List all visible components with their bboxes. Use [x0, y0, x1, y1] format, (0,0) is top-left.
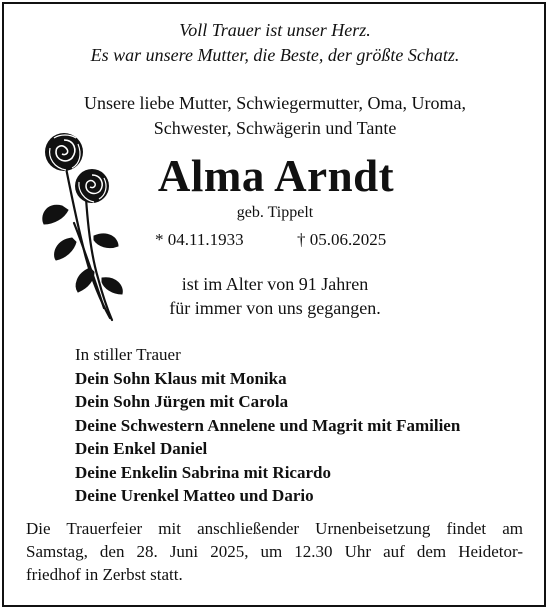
- motto: [0, 18, 550, 68]
- mourner-row: Dein Enkel Daniel: [75, 439, 208, 458]
- motto-line-1: Voll Trauer ist unser Herz.: [179, 20, 371, 40]
- motto-line-2: Es war unsere Mutter, die Beste, der größte Schatz.: [90, 45, 460, 65]
- ceremony-line-1: Die Trauerfeier mit anschließender Urnenbeisetzung findet am: [26, 519, 523, 538]
- age-text: [100, 272, 450, 320]
- mourners-intro: In stiller Trauer: [75, 345, 181, 364]
- relations-line-1: Unsere liebe Mutter, Schwiegermutter, Oma, Uroma,: [84, 93, 466, 113]
- mourner-row: Dein Sohn Jürgen mit Carola: [75, 392, 289, 411]
- age-line-2: für immer von uns gegangen.: [169, 298, 381, 318]
- ceremony-line-3: friedhof in Zerbst statt.: [26, 565, 183, 584]
- maiden-name: geb. Tippelt: [236, 204, 314, 221]
- ceremony-line-2: Samstag, den 28. Juni 2025, um 12.30 Uhr auf dem Heidetor-: [26, 542, 523, 561]
- ceremony-info: [26, 517, 523, 586]
- birth-date: * 04.11.1933: [155, 230, 244, 249]
- death-date: † 05.06.2025: [297, 230, 387, 249]
- deceased-name: Alma Arndt: [157, 151, 395, 201]
- mourner-row: Deine Urenkel Matteo und Dario: [75, 486, 314, 505]
- relations-line-2: Schwester, Schwägerin und Tante: [153, 118, 397, 138]
- mourner-row: Deine Enkelin Sabrina mit Ricardo: [75, 462, 331, 482]
- mourners-list: [75, 343, 535, 508]
- age-line-1: ist im Alter von 91 Jahren: [181, 274, 369, 294]
- mourner-row: Deine Schwestern Annelene und Magrit mit Familien: [75, 415, 461, 435]
- mourner-row: Dein Sohn Klaus mit Monika: [75, 368, 287, 388]
